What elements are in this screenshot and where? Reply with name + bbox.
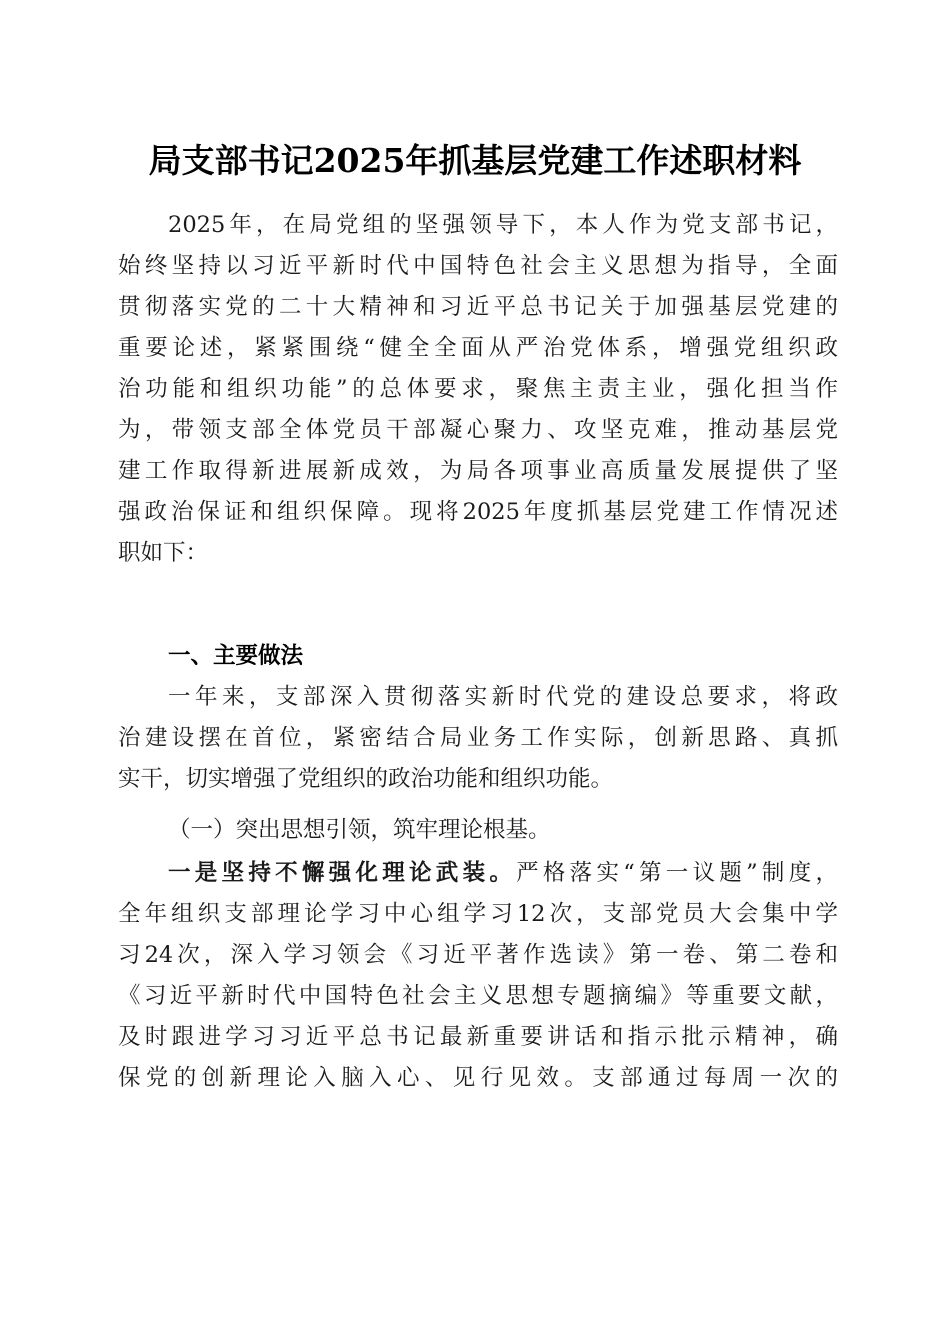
subsection-line: 及时跟进学习习近平总书记最新重要讲话和指示批示精神，确 xyxy=(118,1024,838,1050)
intro-line: 始终坚持以习近平新时代中国特色社会主义思想为指导，全面 xyxy=(118,253,838,279)
intro-line: 重要论述，紧紧围绕“健全全面从严治党体系，增强党组织政 xyxy=(118,335,838,361)
subsection-line: 保党的创新理论入脑入心、见行见效。支部通过每周一次的 xyxy=(118,1065,838,1091)
first-line-rest: 严格落实“第一议题”制度， xyxy=(516,860,838,886)
intro-line: 治功能和组织功能”的总体要求，聚焦主责主业，强化担当作 xyxy=(118,376,838,402)
intro-line: 2025年，在局党组的坚强领导下，本人作为党支部书记， xyxy=(168,212,838,238)
section-heading: 一、主要做法 xyxy=(168,643,304,669)
lead-phrase: 一是坚持不懈强化理论武装。 xyxy=(168,860,517,886)
intro-line: 强政治保证和组织保障。现将2025年度抓基层党建工作情况述 xyxy=(118,499,838,525)
subsection-line: 习24次，深入学习领会《习近平著作选读》第一卷、第二卷和 xyxy=(118,942,838,968)
section-line: 治建设摆在首位，紧密结合局业务工作实际，创新思路、真抓 xyxy=(118,725,838,751)
intro-line: 建工作取得新进展新成效，为局各项事业高质量发展提供了坚 xyxy=(118,458,838,484)
subsection-first-line xyxy=(168,858,838,888)
intro-line: 职如下： xyxy=(118,540,209,566)
subsection-heading: （一）突出思想引领，筑牢理论根基。 xyxy=(168,817,551,843)
document-title: 局支部书记2025年抓基层党建工作述职材料 xyxy=(148,141,802,180)
section-line: 实干，切实增强了党组织的政治功能和组织功能。 xyxy=(118,766,614,792)
subsection-line: 全年组织支部理论学习中心组学习12次，支部党员大会集中学 xyxy=(118,901,838,927)
intro-line: 为，带领支部全体党员干部凝心聚力、攻坚克难，推动基层党 xyxy=(118,417,838,443)
section-line: 一年来，支部深入贯彻落实新时代党的建设总要求，将政 xyxy=(168,684,838,710)
intro-line: 贯彻落实党的二十大精神和习近平总书记关于加强基层党建的 xyxy=(118,294,838,320)
subsection-line: 《习近平新时代中国特色社会主义思想专题摘编》等重要文献， xyxy=(118,983,838,1009)
